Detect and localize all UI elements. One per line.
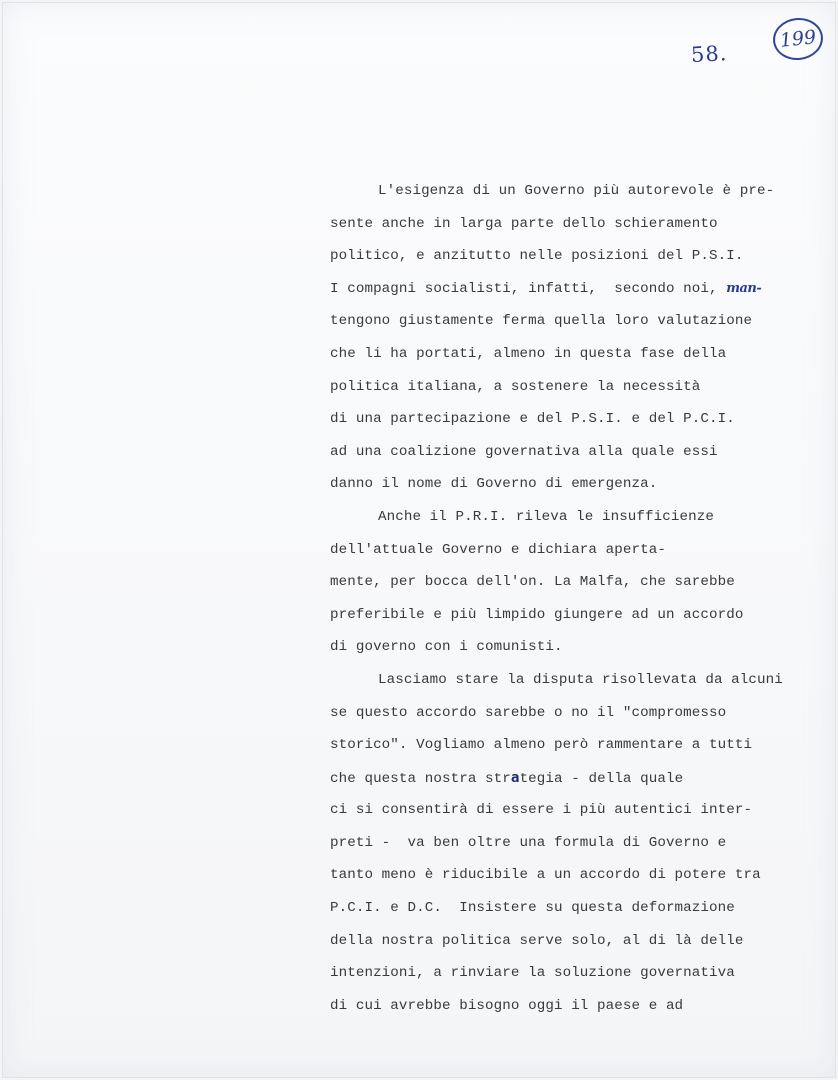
- handwritten-insert: man-: [726, 280, 762, 296]
- text-line: P.C.I. e D.C. Insistere su questa deformazione: [330, 900, 735, 917]
- text-line: di cui avrebbe bisogno oggi il paese e ad: [330, 997, 684, 1014]
- text-line: Anche il P.R.I. rileva le insufficienze: [378, 508, 714, 525]
- text-line-with-insert: [330, 273, 835, 306]
- text-line: storico". Vogliamo almeno però rammentare a tutti: [330, 737, 753, 754]
- text-line: mente, per bocca dell'on. La Malfa, che sarebbe: [330, 574, 735, 591]
- corrected-letter: a: [510, 769, 520, 786]
- archive-stamp-number: 199: [778, 26, 818, 52]
- text-line: preferibile e più limpido giungere ad un accordo: [330, 606, 744, 623]
- text-line: tanto meno è riducibile a un accordo di potere tra: [330, 867, 761, 884]
- text-line: della nostra politica serve solo, al di là delle: [330, 932, 744, 949]
- text-line: danno il nome di Governo di emergenza.: [330, 476, 658, 493]
- text-line: di governo con i comunisti.: [330, 639, 563, 656]
- text-line: politica italiana, a sostenere la necessità: [330, 378, 701, 395]
- text-line: preti - va ben oltre una formula di Governo e: [330, 834, 727, 851]
- text-line: L'esigenza di un Governo più autorevole è pre-: [378, 183, 775, 199]
- text-line: tengono giustamente ferma quella loro valutazione: [330, 313, 753, 330]
- text-line: di una partecipazione e del P.S.I. e del P.C.I.: [330, 411, 735, 428]
- text-line: dell'attuale Governo e dichiara aperta-: [330, 541, 666, 558]
- text-line: Lasciamo stare la disputa risollevata da alcuni: [378, 671, 783, 688]
- text-line: se questo accordo sarebbe o no il "compromesso: [330, 704, 727, 721]
- document-page: [2, 2, 836, 1078]
- text-line: ad una coalizione governativa alla quale essi: [330, 443, 718, 460]
- text-line: ci si consentirà di essere i più autentici inter-: [330, 802, 753, 819]
- text-line: sente anche in larga parte dello schieramento: [330, 215, 718, 232]
- text-line-with-correction: [330, 762, 835, 795]
- typewritten-body: [330, 175, 835, 1022]
- text-fragment: tegia - della quale: [519, 770, 684, 787]
- text-line: politico, e anzitutto nelle posizioni del P.S.I.: [330, 248, 744, 265]
- archive-stamp: [771, 16, 825, 63]
- text-line: intenzioni, a rinviare la soluzione governativa: [330, 965, 735, 982]
- text-line: che li ha portati, almeno in questa fase della: [330, 345, 727, 362]
- handwritten-page-number: 58.: [690, 41, 728, 67]
- text-fragment: che questa nostra str: [330, 770, 511, 787]
- text-fragment: I compagni socialisti, infatti, secondo noi,: [330, 280, 718, 297]
